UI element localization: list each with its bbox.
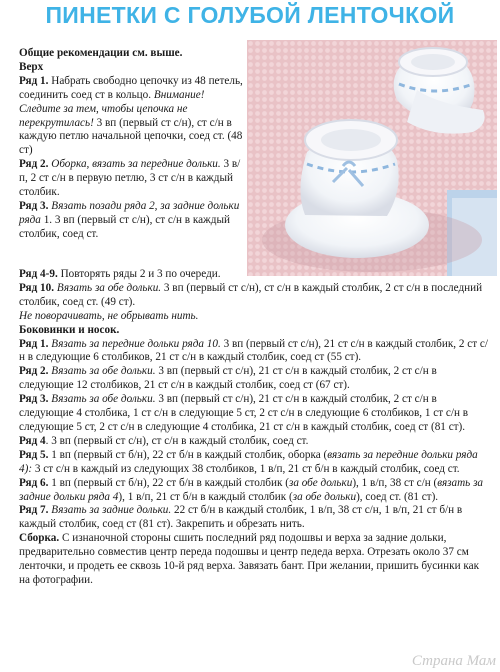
text-run: Вязать за задние дольки. xyxy=(51,504,172,517)
text-run: за обе дольки xyxy=(288,476,353,489)
paragraph xyxy=(19,282,492,310)
text-run: 22 ст б/н в каждый столбик, 1 в/п, 38 ст с/н, 1 в/п, 21 ст б/н в каждый столбик, соед ст (81 ст). Закрепить и обрезать нить. xyxy=(19,504,463,531)
instructions-main xyxy=(19,268,492,588)
text-run: Повторять ряды 2 и 3 по очереди. xyxy=(60,268,221,280)
text-run: ), 1 в/п, 38 ст с/н ( xyxy=(352,476,438,489)
text-run: Не поворачивать, не обрывать нить. xyxy=(19,309,199,322)
text-run: 1 вп (первый ст б/н), 22 ст б/н в каждый столбик, оборка ( xyxy=(51,448,328,461)
paragraph xyxy=(19,393,492,435)
text-run: . 3 вп (первый ст с/н), ст с/н в каждый столбик, соед ст. xyxy=(45,434,309,447)
text-run: Ряд 7. xyxy=(19,504,52,517)
text-run: 1. 3 вп (первый ст с/н), ст с/н в каждый столбик, соед ст. xyxy=(19,213,230,240)
text-run: за обе дольки xyxy=(292,490,357,503)
booties-photo xyxy=(247,40,497,276)
text-run: Ряд 3. xyxy=(19,199,52,212)
text-run: Ряд 5. xyxy=(19,448,52,461)
text-run: Ряд 4-9. xyxy=(19,268,61,280)
text-run: Ряд 10. xyxy=(19,281,57,294)
text-run: Ряд 6. xyxy=(19,476,52,489)
paragraph xyxy=(19,324,492,338)
text-run: Вязать за обе дольки. xyxy=(51,393,156,406)
text-run: 3 ст с/н в каждый из следующих 38 столбиков, 1 в/п, 21 ст б/н в каждый столбик, соед ст. xyxy=(32,462,460,475)
text-run: Ряд 1. xyxy=(19,74,52,87)
paragraph xyxy=(19,504,492,532)
paragraph xyxy=(19,310,492,324)
paragraph xyxy=(19,61,247,75)
text-run: Оборка, вязать за передние дольки. xyxy=(51,158,221,171)
text-run: Ряд 2. xyxy=(19,158,52,171)
text-run: ), 1 в/п, 21 ст б/н в каждый столбик ( xyxy=(118,490,293,503)
text-run: Внимание! Следите за тем, чтобы цепочка не перекрутилась! xyxy=(19,88,205,129)
paragraph xyxy=(19,449,492,477)
watermark: Страна Мам xyxy=(411,653,496,669)
text-run: Сборка. xyxy=(19,532,62,545)
text-run: Вязать за передние дольки ряда 10. xyxy=(51,337,221,350)
text-run: Ряд 3. xyxy=(19,393,52,406)
paragraph xyxy=(19,268,492,282)
text-run: 3 вп (первый ст с/н), ст с/н в каждую петлю начальной цепочки, соед ст. (48 ст) xyxy=(19,116,243,157)
text-run: Вязать позади ряда 2, за задние дольки ряда xyxy=(19,199,240,226)
paragraph xyxy=(19,365,492,393)
paragraph xyxy=(19,338,492,366)
text-run: вязать за задние дольки ряда 4 xyxy=(19,476,484,503)
text-run: С изнаночной стороны сшить последний ряд подошвы и верха за задние дольки, предварительно совместив центр переда подошвы и центр педеда верха. Отрезать около 37 см ленточки, и продеть ее сквозь 10-й ряд верха. Завязать бант. При желании, пришить бусинки как на фотографии. xyxy=(19,532,480,586)
paragraph xyxy=(19,158,247,200)
paragraph xyxy=(19,532,492,588)
paragraph xyxy=(19,435,492,449)
text-run: Ряд 4 xyxy=(19,434,46,447)
text-run: вязать за передние дольки ряда 4): xyxy=(19,448,478,475)
text-run: Вязать за обе дольки. xyxy=(56,281,162,294)
text-run: 3 в/п, 2 ст с/н в первую петлю, 3 ст с/н в каждый столбик. xyxy=(19,158,241,199)
text-run: Верх xyxy=(19,60,44,73)
text-run: Вязать за обе дольки. xyxy=(51,365,156,378)
instructions-top xyxy=(19,47,247,242)
paragraph xyxy=(19,200,247,242)
paragraph xyxy=(19,477,492,505)
paragraph xyxy=(19,47,247,61)
text-run: 3 вп (первый ст с/н), ст с/н в каждый столбик, 2 ст с/н в последний столбик, соед ст. (49 ст). xyxy=(19,281,483,308)
text-run: Общие рекомендации см. выше. xyxy=(19,47,183,59)
text-run: 1 вп (первый ст б/н), 22 ст б/н в каждый столбик ( xyxy=(51,476,289,489)
text-run: Набрать свободно цепочку из 48 петель, соединить соед ст в кольцо. xyxy=(19,74,243,101)
text-run: Ряд 1. xyxy=(19,337,52,350)
text-run: Ряд 2. xyxy=(19,365,52,378)
text-run: ), соед ст. (81 ст). xyxy=(356,490,439,503)
text-run: 3 вп (первый ст с/н), 21 ст с/н в каждый столбик, 2 ст с/н в следующие 12 столбиков, 21 ст с/н в каждый столбик, соед ст (67 ст). xyxy=(19,365,437,392)
text-run: 3 вп (первый ст с/н), 21 ст с/н в каждый столбик, 2 ст с/н в следующие 6 столбиков, 21 ст с/н в каждый столбик, соед ст (55 ст). xyxy=(19,337,488,364)
text-run: Боковинки и носок. xyxy=(19,323,120,336)
paragraph xyxy=(19,75,247,158)
page-title: ПИНЕТКИ С ГОЛУБОЙ ЛЕНТОЧКОЙ xyxy=(45,2,455,28)
text-run: 3 вп (первый ст с/н), 21 ст с/н в каждый столбик, 2 ст с/н в следующие 4 столбика, 1 ст с/н в следующие 5 ст, 2 ст с/н в следующие 6 столбиков, 1 ст с/н в следующие 5 ст, 2 ст с/н в следующие 4 столбика, 21 ст с/н в каждый столбик, соед ст (81 ст). xyxy=(19,393,469,433)
